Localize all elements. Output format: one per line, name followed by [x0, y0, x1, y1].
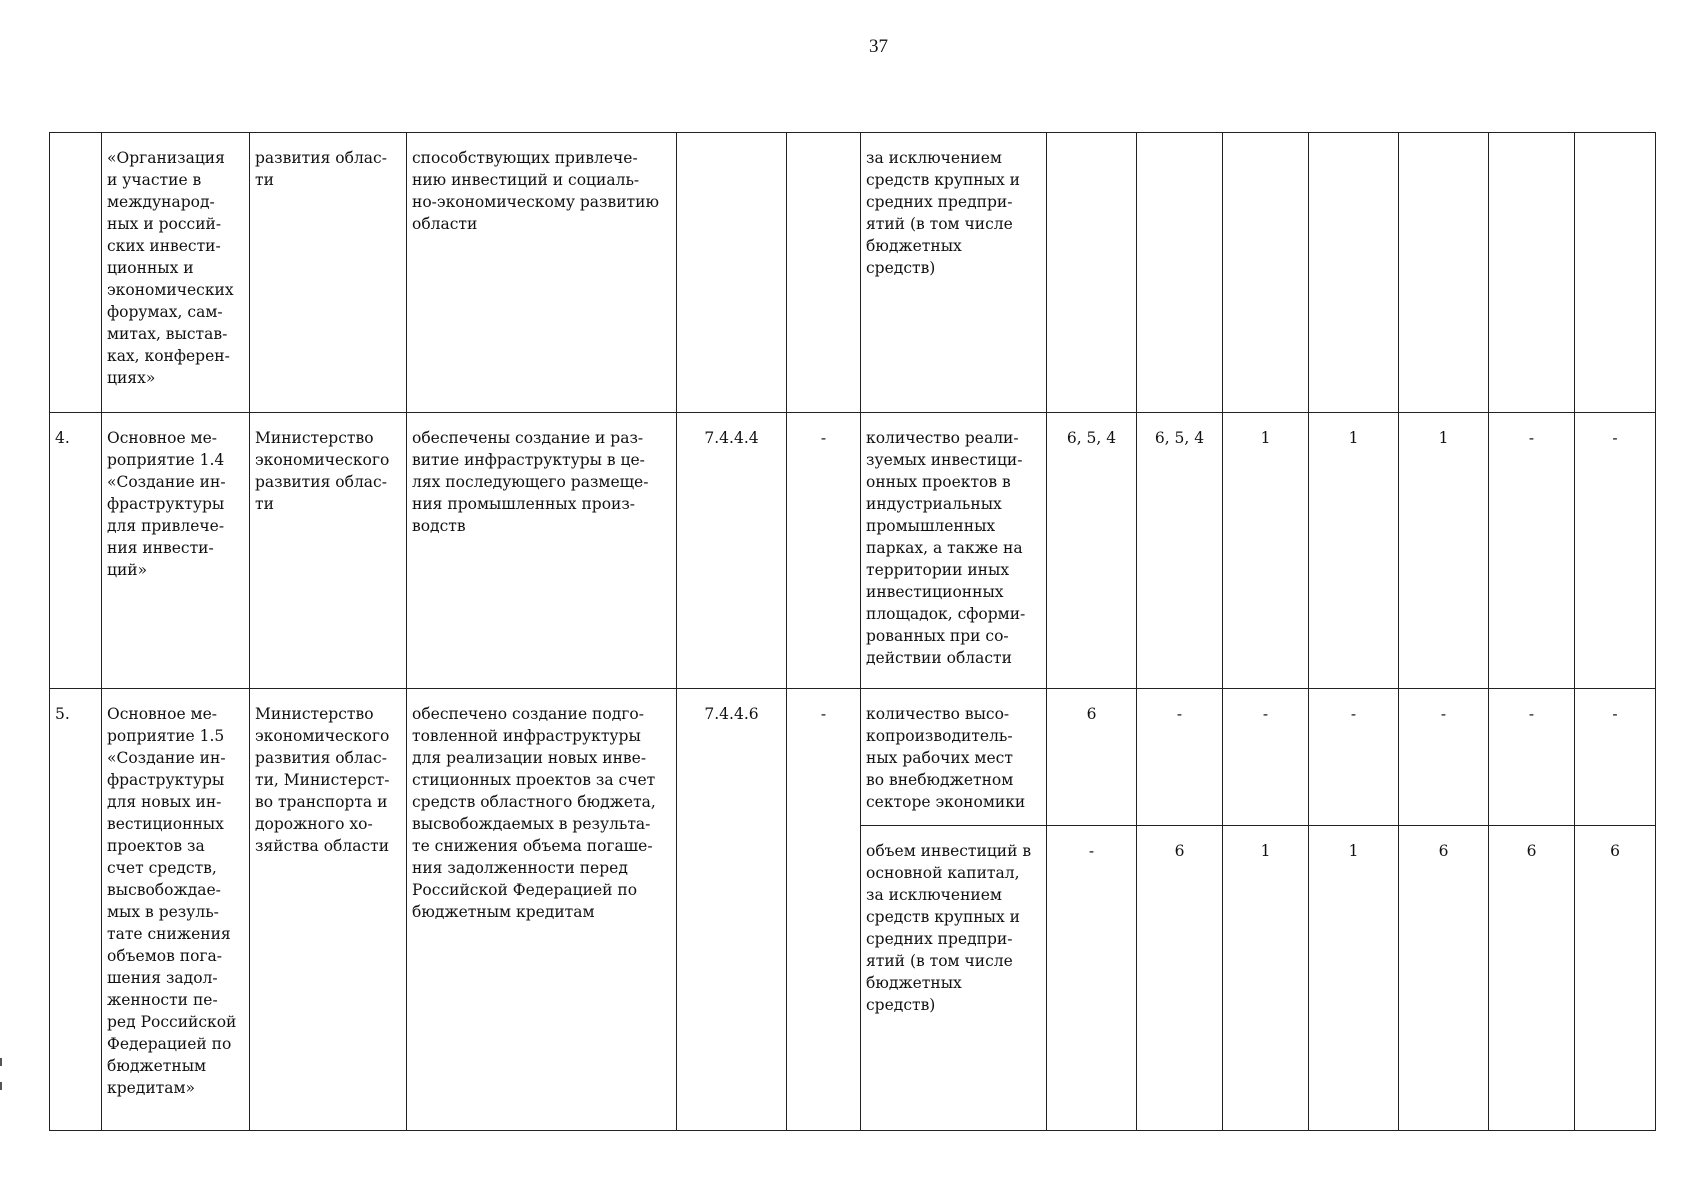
value-cell: -	[1309, 689, 1399, 826]
value-cell: 6	[1575, 826, 1656, 1131]
row-number	[50, 133, 102, 413]
value-cell: 1	[1399, 413, 1489, 689]
value-cell	[1223, 133, 1309, 413]
expected-result: обеспечено создание подго- товленной инфраструктуры для реализации новых инве- стиционных проектов за счет средств областного бюджета, высвобождаемых в результа- те снижения объема погаше- ния задолженности перед Российской Федерацией по бюджетным кредитам	[407, 689, 677, 1131]
value-cell: -	[1489, 689, 1575, 826]
value-cell: -	[1399, 689, 1489, 826]
page-number: 37	[869, 36, 888, 57]
value-cell: -	[1047, 826, 1137, 1131]
code-cell: 7.4.4.4	[677, 413, 787, 689]
value-cell: 6	[1047, 689, 1137, 826]
table-row	[50, 413, 1656, 689]
value-cell: -	[1137, 689, 1223, 826]
value-cell: -	[1575, 689, 1656, 826]
value-cell: 1	[1309, 413, 1399, 689]
executor: развития облас- ти	[250, 133, 407, 413]
value-cell	[1489, 133, 1575, 413]
value-cell: 6, 5, 4	[1137, 413, 1223, 689]
expected-result: обеспечены создание и раз- витие инфраструктуры в це- лях последующего размеще- ния промышленных произ- водств	[407, 413, 677, 689]
event-name: «Организация и участие в международ- ных и россий- ских инвести- ционных и экономических форумах, сам- митах, выстав- ках, конферен- циях»	[102, 133, 250, 413]
value-cell: 6	[1137, 826, 1223, 1131]
value-cell: -	[1223, 689, 1309, 826]
value-cell	[1047, 133, 1137, 413]
value-cell: -	[1575, 413, 1656, 689]
value-cell: 1	[1309, 826, 1399, 1131]
value-cell: 1	[1223, 413, 1309, 689]
value-cell: 1	[1223, 826, 1309, 1131]
table-row	[50, 689, 1656, 826]
event-name: Основное ме- роприятие 1.4 «Создание ин- фраструктуры для привлече- ния инвести- ций»	[102, 413, 250, 689]
scan-mark	[0, 1082, 2, 1090]
executor: Министерство экономического развития облас- ти, Министерст- во транспорта и дорожного хо- зяйства области	[250, 689, 407, 1131]
expected-result: способствующих привлече- нию инвестиций и социаль- но-экономическому развитию области	[407, 133, 677, 413]
indicator-name: за исключением средств крупных и средних предпри- ятий (в том числе бюджетных средств)	[861, 133, 1047, 413]
indicator-name: количество высо- копроизводитель- ных рабочих мест во внебюджетном секторе экономики	[861, 689, 1047, 826]
value-cell	[1399, 133, 1489, 413]
value-cell	[1575, 133, 1656, 413]
col6-cell	[787, 133, 861, 413]
col6-cell: -	[787, 689, 861, 1131]
indicator-name: объем инвестиций в основной капитал, за исключением средств крупных и средних предпри- ятий (в том числе бюджетных средств)	[861, 826, 1047, 1131]
event-name: Основное ме- роприятие 1.5 «Создание ин- фраструктуры для новых ин- вестиционных проектов за счет средств, высвобождае- мых в резуль- тате снижения объемов пога- шения задол- женности пе- ред Российской Федерацией по бюджетным кредитам»	[102, 689, 250, 1131]
code-cell	[677, 133, 787, 413]
value-cell	[1137, 133, 1223, 413]
program-table	[49, 132, 1656, 1131]
table-row	[50, 133, 1656, 413]
value-cell: 6	[1489, 826, 1575, 1131]
value-cell	[1309, 133, 1399, 413]
executor: Министерство экономического развития облас- ти	[250, 413, 407, 689]
col6-cell: -	[787, 413, 861, 689]
row-number: 4.	[50, 413, 102, 689]
scan-mark	[0, 1058, 2, 1066]
value-cell: -	[1489, 413, 1575, 689]
value-cell: 6	[1399, 826, 1489, 1131]
indicator-name: количество реали- зуемых инвестици- онных проектов в индустриальных промышленных парках, а также на территории иных инвестиционных площадок, сформи- рованных при со- действии области	[861, 413, 1047, 689]
row-number: 5.	[50, 689, 102, 1131]
value-cell: 6, 5, 4	[1047, 413, 1137, 689]
code-cell: 7.4.4.6	[677, 689, 787, 1131]
